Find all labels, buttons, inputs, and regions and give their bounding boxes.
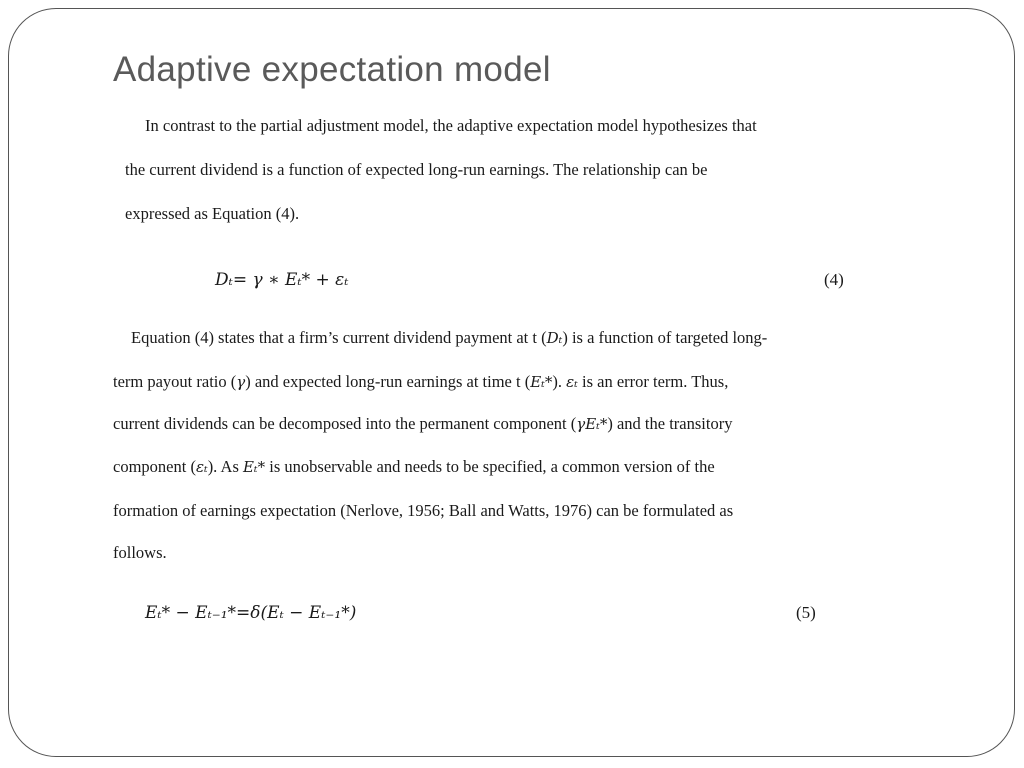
paragraph1-line3: expressed as Equation (4). (125, 204, 300, 223)
equation-5: Eₜ* − Eₜ₋₁*=δ(Eₜ − Eₜ₋₁*) (145, 603, 357, 623)
equation-4: Dₜ= γ ∗ Eₜ* + εₜ (215, 270, 349, 290)
paragraph2-line5: formation of earnings expectation (Nerlove, 1956; Ball and Watts, 1976) can be formulated as (113, 501, 734, 520)
slide-title: Adaptive expectation model (113, 50, 551, 89)
math-symbol: γEₜ* (576, 415, 608, 433)
text-segment: Equation (4) states that a firm’s current dividend payment at t ( (131, 328, 547, 347)
equation-4-number: (4) (824, 270, 844, 289)
math-symbol: εₜ (566, 373, 578, 391)
math-symbol: Dₜ (546, 329, 563, 347)
paragraph2-line3 (113, 414, 732, 434)
paragraph1-line1: In contrast to the partial adjustment model, the adaptive expectation model hypothesizes that (145, 116, 757, 135)
text-segment: is unobservable and needs to be specified, a common version of the (265, 457, 715, 476)
text-segment: current dividends can be decomposed into the permanent component ( (113, 414, 577, 433)
paragraph2-line6: follows. (113, 543, 167, 562)
math-symbol: εₜ (195, 458, 208, 476)
text-segment: ) and expected long-run earnings at time t ( (245, 372, 531, 391)
paragraph2-line4 (113, 457, 715, 477)
text-segment: ). (552, 372, 567, 391)
math-symbol: Eₜ* (530, 373, 553, 391)
text-segment: ) and the transitory (607, 414, 733, 433)
math-symbol: γ (236, 373, 246, 391)
math-symbol: Eₜ* (242, 458, 266, 476)
text-segment: ) is a function of targeted long- (562, 328, 768, 347)
text-segment: is an error term. Thus, (577, 372, 729, 391)
text-segment: term payout ratio ( (113, 372, 237, 391)
paragraph2-line1 (131, 328, 767, 348)
text-segment: ). As (207, 457, 243, 476)
text-segment: component ( (113, 457, 196, 476)
paragraph1-line2: the current dividend is a function of expected long-run earnings. The relationship can be (125, 160, 708, 179)
paragraph2-line2 (113, 372, 728, 392)
equation-5-number: (5) (796, 603, 816, 622)
